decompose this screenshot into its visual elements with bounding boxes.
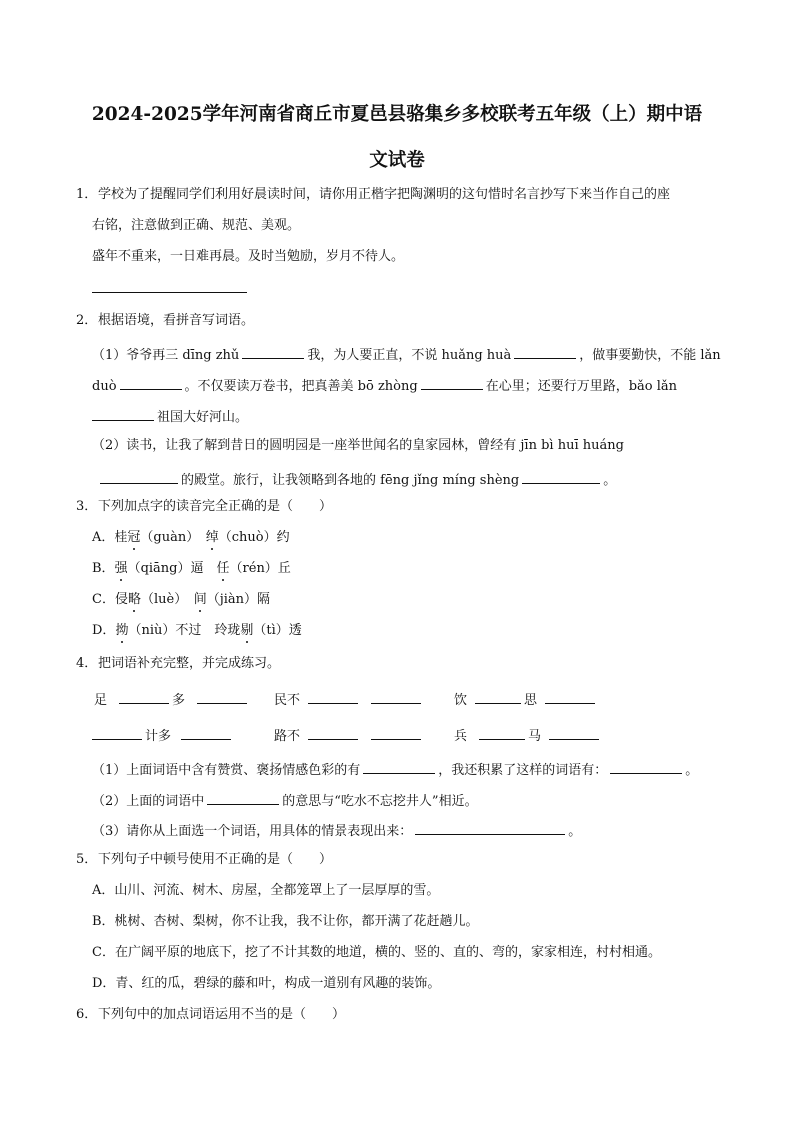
idiom-row-1 — [94, 689, 250, 709]
answer-blank[interactable] — [421, 375, 483, 390]
dotted-char: 略 — [127, 592, 141, 607]
idiom-char: 饮 — [454, 693, 468, 708]
question-2 — [76, 313, 254, 329]
option-d[interactable]: D．青、红的瓜，碧绿的藤和叶，构成一道别有风趣的装饰。 — [92, 976, 441, 991]
option-text: （qiāng）逼 — [127, 561, 217, 576]
option-b[interactable] — [92, 561, 291, 577]
answer-blank[interactable] — [308, 689, 358, 704]
question-text: 下列句子中顿号使用不正确的是（ ） — [98, 852, 333, 867]
dotted-char: 冠 — [127, 530, 141, 545]
answer-blank[interactable] — [92, 406, 154, 421]
answer-blank[interactable] — [92, 725, 142, 740]
q2-line1 — [92, 344, 721, 364]
answer-blank[interactable] — [479, 725, 525, 740]
idiom-char: 路不 — [274, 729, 301, 744]
option-text: C．侵 — [92, 592, 128, 607]
idiom-row-2c — [454, 725, 602, 745]
idiom-char: 兵 — [454, 729, 468, 744]
answer-blank[interactable] — [549, 725, 599, 740]
question-3 — [76, 499, 332, 515]
question-1-text-cont: 右铭，注意做到正确、规范、美观。 — [92, 218, 301, 233]
answer-blank[interactable] — [100, 469, 178, 484]
q2-text: ，做事要勤快，不能 lǎn — [579, 348, 721, 363]
dotted-char: 绰 — [205, 530, 219, 545]
q2-text: 我，为人要正直，不说 huǎng huà — [307, 348, 512, 363]
dotted-char: 强 — [114, 561, 128, 576]
q2-line4: （2）读书，让我了解到昔日的圆明园是一座举世闻名的皇家园林，曾经有 jīn bì huī huáng — [92, 438, 624, 453]
idiom-row-1c — [454, 689, 598, 709]
question-text: 下列加点字的读音完全正确的是（ ） — [98, 499, 333, 514]
q2-line5 — [92, 469, 616, 489]
question-number: 6． — [76, 1007, 98, 1022]
dotted-char: 间 — [193, 592, 207, 607]
question-number: 5． — [76, 852, 98, 867]
option-text: （chuò）约 — [218, 530, 290, 545]
option-text: A．桂 — [92, 530, 128, 545]
question-text: 下列句中的加点词语运用不当的是（ ） — [98, 1007, 346, 1022]
option-text: （jiàn）隔 — [206, 592, 271, 607]
question-text: 根据语境，看拼音写词语。 — [98, 313, 255, 328]
option-a[interactable] — [92, 530, 290, 546]
idiom-row-2b — [274, 725, 424, 745]
question-6 — [76, 1007, 345, 1023]
idiom-char: 计多 — [145, 729, 172, 744]
dotted-char: 任 — [216, 561, 230, 576]
q4-text: （1）上面词语中含有赞赏、褒扬情感色彩的有 — [92, 763, 361, 778]
answer-blank[interactable] — [610, 759, 682, 774]
option-text: （rén）丘 — [229, 561, 291, 576]
answer-blank[interactable] — [119, 689, 169, 704]
answer-blank[interactable] — [181, 725, 231, 740]
idiom-row-2 — [92, 725, 234, 745]
option-c[interactable]: C．在广阔平原的地底下，挖了不计其数的地道，横的、竖的、直的、弯的，家家相连，村村相通。 — [92, 945, 661, 960]
answer-blank[interactable] — [120, 375, 182, 390]
answer-blank[interactable] — [371, 725, 421, 740]
quote-text: 盛年不重来，一日难再晨。及时当勉励，岁月不待人。 — [92, 249, 405, 264]
question-number: 2． — [76, 313, 98, 328]
option-d[interactable] — [92, 623, 302, 639]
option-text: （guàn） — [140, 530, 206, 545]
q2-line3 — [92, 406, 248, 426]
answer-blank[interactable] — [207, 790, 279, 805]
q4-text: 。 — [568, 824, 582, 839]
q2-text: 。 — [603, 473, 617, 488]
answer-blank-q1[interactable] — [92, 278, 247, 298]
q4-text: （3）请你从上面选一个词语，用具体的情景表现出来： — [92, 824, 413, 839]
answer-blank[interactable] — [363, 759, 435, 774]
idiom-char: 多 — [172, 693, 186, 708]
answer-blank[interactable] — [242, 344, 304, 359]
q2-text: （1）爷爷再三 dīng zhǔ — [92, 348, 240, 363]
q2-text: 。不仅要读万卷书，把真善美 bō zhòng — [184, 379, 418, 394]
answer-blank[interactable] — [545, 689, 595, 704]
idiom-char: 思 — [524, 693, 538, 708]
question-text: 把词语补充完整，并完成练习。 — [98, 656, 281, 671]
option-text: （luè） — [140, 592, 194, 607]
option-text: B． — [92, 561, 115, 576]
exam-title-line1: 2024-2025学年河南省商丘市夏邑县骆集乡多校联考五年级（上）期中语 — [91, 104, 703, 125]
q2-text: 的殿堂。旅行，让我领略到各地的 fēng jǐng míng shèng — [181, 473, 520, 488]
question-4 — [76, 656, 280, 672]
q4-text: 。 — [685, 763, 699, 778]
q4-sub3 — [92, 820, 581, 840]
option-text: （niù）不过 玲珑 — [128, 623, 241, 638]
idiom-row-1b — [274, 689, 424, 709]
question-number: 4． — [76, 656, 98, 671]
q2-text: 祖国大好河山。 — [157, 410, 249, 425]
option-b[interactable]: B．桃树、杏树、梨树，你不让我，我不让你，都开满了花赶趟儿。 — [92, 914, 479, 929]
answer-blank[interactable] — [514, 344, 576, 359]
option-text: （tì）透 — [253, 623, 302, 638]
dotted-char: 拗 — [115, 623, 129, 638]
option-a[interactable]: A．山川、河流、树木、房屋，全都笼罩上了一层厚厚的雪。 — [92, 883, 440, 898]
q4-text: 的意思与“吃水不忘挖井人”相近。 — [282, 794, 478, 809]
answer-blank[interactable] — [522, 469, 600, 484]
answer-blank[interactable] — [475, 689, 521, 704]
q4-text: ，我还积累了这样的词语有： — [438, 763, 608, 778]
q4-text: （2）上面的词语中 — [92, 794, 205, 809]
question-5 — [76, 852, 332, 868]
idiom-char: 足 — [94, 693, 108, 708]
question-1 — [76, 187, 670, 203]
option-c[interactable] — [92, 592, 270, 608]
idiom-char: 民不 — [274, 693, 301, 708]
q4-sub2 — [92, 790, 478, 810]
exam-title-line2: 文试卷 — [369, 150, 425, 171]
q4-sub1 — [92, 759, 698, 779]
q2-text: 在心里；还要行万里路，bǎo lǎn — [485, 379, 677, 394]
idiom-char: 马 — [528, 729, 542, 744]
dotted-char: 剔 — [240, 623, 254, 638]
question-number: 3． — [76, 499, 98, 514]
q2-line2 — [92, 375, 677, 395]
answer-blank[interactable] — [308, 725, 358, 740]
answer-blank[interactable] — [197, 689, 247, 704]
option-text: D． — [92, 623, 116, 638]
answer-blank[interactable] — [371, 689, 421, 704]
question-number: 1． — [76, 187, 98, 202]
answer-blank[interactable] — [415, 820, 565, 835]
question-text: 学校为了提醒同学们利用好晨读时间，请你用正楷字把陶渊明的这句惜时名言抄写下来当作自己的座 — [98, 187, 671, 202]
q2-text: duò — [92, 379, 117, 394]
